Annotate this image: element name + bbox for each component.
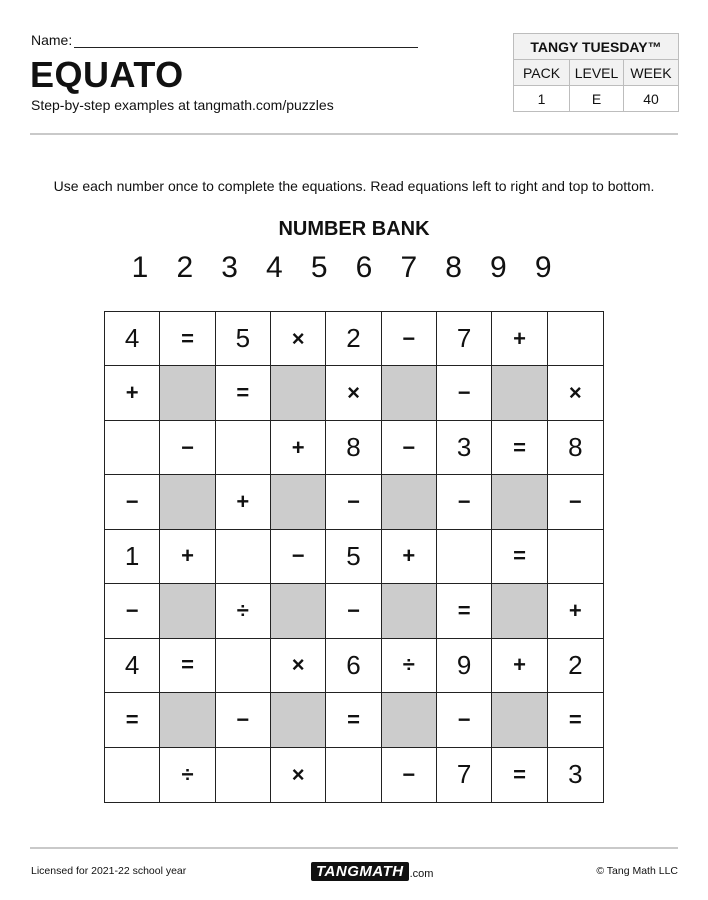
shaded-cell	[492, 475, 547, 529]
number-cell: 7	[437, 312, 492, 366]
subtitle: Step-by-step examples at tangmath.com/puzzles	[31, 97, 334, 113]
operator-cell: =	[160, 312, 215, 366]
number-cell: 2	[326, 312, 381, 366]
number-cell: 3	[437, 421, 492, 475]
operator-cell: −	[437, 693, 492, 747]
puzzle-grid	[104, 311, 604, 803]
shaded-cell	[382, 475, 437, 529]
number-cell: 5	[216, 312, 271, 366]
operator-cell: −	[105, 584, 160, 638]
empty-answer-cell[interactable]	[216, 421, 271, 475]
operator-cell: =	[492, 530, 547, 584]
operator-cell: =	[437, 584, 492, 638]
operator-cell: +	[492, 639, 547, 693]
number-cell: 6	[326, 639, 381, 693]
info-col-level: LEVEL	[570, 60, 624, 86]
name-label: Name:	[31, 32, 73, 48]
info-value-level: E	[570, 86, 624, 112]
bank-number: 8	[445, 251, 462, 284]
empty-answer-cell[interactable]	[216, 639, 271, 693]
empty-answer-cell[interactable]	[216, 748, 271, 802]
name-field	[31, 32, 418, 48]
info-value-week: 40	[624, 86, 679, 112]
license-text: Licensed for 2021-22 school year	[31, 865, 187, 877]
bottom-divider	[30, 847, 678, 849]
operator-cell: −	[216, 693, 271, 747]
number-cell: 5	[326, 530, 381, 584]
operator-cell: −	[105, 475, 160, 529]
page-title: EQUATO	[30, 54, 184, 95]
info-col-week: WEEK	[624, 60, 679, 86]
number-cell: 8	[326, 421, 381, 475]
shaded-cell	[492, 584, 547, 638]
operator-cell: ×	[271, 312, 326, 366]
number-cell: 7	[437, 748, 492, 802]
name-blank-line[interactable]	[74, 34, 418, 48]
bank-number: 9	[490, 251, 507, 284]
operator-cell: −	[548, 475, 603, 529]
operator-cell: ÷	[382, 639, 437, 693]
bank-number: 5	[310, 251, 328, 284]
number-cell: 8	[548, 421, 603, 475]
empty-answer-cell[interactable]	[326, 748, 381, 802]
operator-cell: ×	[271, 639, 326, 693]
copyright-text: © Tang Math LLC	[596, 865, 678, 877]
operator-cell: +	[271, 421, 326, 475]
info-heading: TANGY TUESDAY™	[514, 34, 679, 60]
operator-cell: −	[437, 475, 492, 529]
empty-answer-cell[interactable]	[548, 530, 603, 584]
operator-cell: ×	[326, 366, 381, 420]
tangmath-logo	[311, 861, 433, 881]
number-cell: 9	[437, 639, 492, 693]
operator-cell: +	[548, 584, 603, 638]
shaded-cell	[271, 584, 326, 638]
operator-cell: =	[492, 421, 547, 475]
operator-cell: =	[216, 366, 271, 420]
operator-cell: =	[548, 693, 603, 747]
number-cell: 4	[105, 312, 160, 366]
operator-cell: +	[382, 530, 437, 584]
operator-cell: −	[326, 584, 381, 638]
number-cell: 1	[105, 530, 160, 584]
operator-cell: −	[160, 421, 215, 475]
logo-mark: TANGMATH	[311, 862, 409, 881]
shaded-cell	[271, 366, 326, 420]
bank-number: 9	[534, 251, 552, 284]
operator-cell: ÷	[216, 584, 271, 638]
shaded-cell	[382, 584, 437, 638]
empty-answer-cell[interactable]	[105, 748, 160, 802]
empty-answer-cell[interactable]	[216, 530, 271, 584]
bank-number: 4	[266, 251, 283, 284]
bank-number: 7	[400, 251, 418, 284]
shaded-cell	[271, 693, 326, 747]
shaded-cell	[160, 584, 215, 638]
instructions: Use each number once to complete the equations. Read equations left to right and top to bottom.	[53, 178, 655, 194]
info-value-pack: 1	[514, 86, 570, 112]
number-bank-title: NUMBER BANK	[278, 218, 430, 240]
operator-cell: ×	[271, 748, 326, 802]
empty-answer-cell[interactable]	[548, 312, 603, 366]
operator-cell: ÷	[160, 748, 215, 802]
operator-cell: +	[492, 312, 547, 366]
shaded-cell	[271, 475, 326, 529]
shaded-cell	[160, 693, 215, 747]
operator-cell: =	[105, 693, 160, 747]
number-cell: 3	[568, 759, 583, 790]
shaded-cell	[382, 693, 437, 747]
operator-cell: +	[160, 530, 215, 584]
shaded-cell	[382, 366, 437, 420]
operator-cell: −	[437, 366, 492, 420]
shaded-cell	[492, 693, 547, 747]
shaded-cell	[160, 475, 215, 529]
operator-cell: −	[271, 530, 326, 584]
logo-domain: .com	[409, 868, 434, 880]
shaded-cell	[492, 366, 547, 420]
bank-number: 1	[131, 251, 149, 284]
operator-cell: =	[160, 639, 215, 693]
operator-cell: −	[382, 312, 437, 366]
number-cell: 2	[548, 639, 603, 693]
operator-cell: =	[492, 748, 547, 802]
top-divider	[30, 133, 678, 135]
empty-answer-cell[interactable]	[437, 530, 492, 584]
empty-answer-cell[interactable]	[105, 421, 160, 475]
operator-cell: −	[382, 421, 437, 475]
operator-cell: −	[382, 748, 437, 802]
bank-number: 2	[176, 251, 194, 284]
info-col-pack: PACK	[514, 60, 570, 86]
shaded-cell	[160, 366, 215, 420]
operator-cell: +	[216, 475, 271, 529]
bank-number: 3	[221, 251, 238, 284]
info-table	[513, 33, 679, 112]
operator-cell: +	[105, 366, 160, 420]
operator-cell: ×	[548, 366, 603, 420]
operator-cell: =	[326, 693, 381, 747]
number-cell: 4	[105, 639, 160, 693]
bank-number: 6	[355, 251, 373, 284]
operator-cell: −	[326, 475, 381, 529]
